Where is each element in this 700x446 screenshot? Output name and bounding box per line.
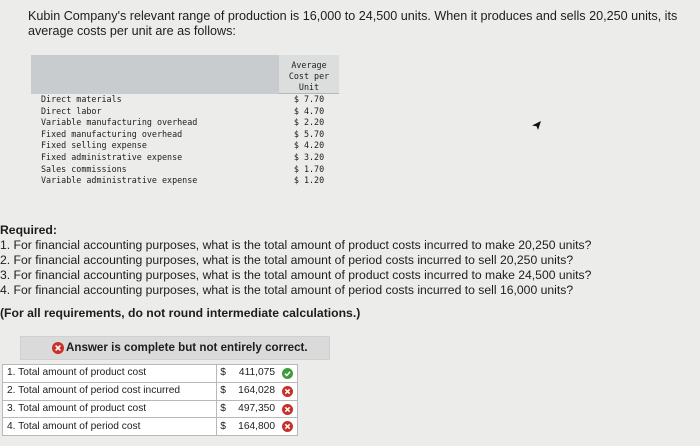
answer-status-banner bbox=[20, 336, 330, 360]
answer-amount-field[interactable] bbox=[234, 365, 297, 383]
cost-label: Fixed manufacturing overhead bbox=[41, 128, 183, 139]
currency-symbol: $ bbox=[217, 400, 234, 418]
cost-value: $ 1.20 bbox=[293, 175, 325, 186]
header-line-3: Unit bbox=[298, 82, 320, 92]
answer-amount: 164,028 bbox=[238, 385, 275, 397]
cost-row bbox=[31, 175, 339, 187]
cost-label: Variable administrative expense bbox=[41, 175, 198, 186]
cost-value: $ 4.70 bbox=[293, 105, 325, 116]
cost-value: $ 3.20 bbox=[293, 151, 325, 162]
answer-label: 4. Total amount of period cost bbox=[3, 418, 217, 436]
cost-row bbox=[31, 117, 339, 129]
cost-value: $ 5.70 bbox=[293, 128, 325, 139]
currency-symbol: $ bbox=[217, 382, 234, 400]
requirement-item: 3. For financial accounting purposes, what is the total amount of product costs incurred to make 24,500 units? bbox=[0, 268, 592, 282]
problem-intro: Kubin Company's relevant range of production is 16,000 to 24,500 units. When it produces and sells 20,250 units, its average costs per unit are as follows: bbox=[28, 9, 678, 38]
incorrect-x-icon bbox=[282, 421, 293, 432]
answer-row bbox=[3, 382, 298, 400]
cost-row bbox=[31, 106, 339, 118]
cost-label: Variable manufacturing overhead bbox=[41, 117, 198, 128]
cost-value: $ 7.70 bbox=[293, 94, 325, 104]
answer-table bbox=[2, 364, 298, 436]
cost-row bbox=[31, 140, 339, 152]
answer-status-text: Answer is complete but not entirely correct. bbox=[66, 341, 308, 354]
cost-table-label-header bbox=[31, 55, 279, 94]
cost-value: $ 2.20 bbox=[293, 117, 325, 128]
header-line-2: Cost per bbox=[288, 71, 330, 81]
incorrect-x-icon bbox=[282, 404, 293, 415]
incorrect-x-icon bbox=[52, 342, 64, 354]
cost-row bbox=[31, 164, 339, 176]
currency-symbol: $ bbox=[217, 365, 234, 383]
answer-amount-field[interactable] bbox=[234, 418, 297, 436]
answer-row bbox=[3, 400, 298, 418]
currency-symbol: $ bbox=[217, 418, 234, 436]
cost-label: Fixed selling expense bbox=[41, 140, 147, 151]
cost-row bbox=[31, 152, 339, 164]
answer-label: 2. Total amount of period cost incurred bbox=[3, 382, 217, 400]
mouse-pointer-icon bbox=[532, 121, 541, 130]
answer-amount: 164,800 bbox=[238, 420, 275, 432]
cost-label: Sales commissions bbox=[41, 163, 127, 174]
answer-amount: 411,075 bbox=[238, 367, 275, 379]
header-line-1: Average bbox=[291, 60, 327, 70]
requirements-title: Required: bbox=[0, 223, 57, 237]
cost-row bbox=[31, 94, 339, 106]
answer-row bbox=[3, 365, 298, 383]
requirement-item: 4. For financial accounting purposes, what is the total amount of period costs incurred to sell 16,000 units? bbox=[0, 283, 574, 297]
requirement-item: 1. For financial accounting purposes, what is the total amount of product costs incurred to make 20,250 units? bbox=[0, 238, 592, 252]
rounding-note: (For all requirements, do not round intermediate calculations.) bbox=[0, 306, 361, 320]
answer-amount: 497,350 bbox=[238, 402, 275, 414]
requirement-item: 2. For financial accounting purposes, what is the total amount of period costs incurred to sell 20,250 units? bbox=[0, 253, 574, 267]
answer-amount-field[interactable] bbox=[234, 382, 297, 400]
answer-amount-field[interactable] bbox=[234, 400, 297, 418]
cost-label: Fixed administrative expense bbox=[41, 151, 183, 162]
answer-label: 1. Total amount of product cost bbox=[3, 365, 217, 383]
answer-row bbox=[3, 418, 298, 436]
cost-value: $ 4.20 bbox=[293, 140, 325, 151]
answer-label: 3. Total amount of product cost bbox=[3, 400, 217, 418]
cost-label: Direct materials bbox=[41, 93, 122, 104]
incorrect-x-icon bbox=[282, 386, 293, 397]
cost-value: $ 1.70 bbox=[293, 163, 325, 174]
cost-table-value-header bbox=[279, 55, 339, 94]
requirements-section bbox=[0, 223, 680, 321]
cost-row bbox=[31, 129, 339, 141]
average-cost-table bbox=[31, 55, 339, 187]
cost-label: Direct labor bbox=[41, 105, 102, 116]
correct-check-icon bbox=[282, 368, 293, 379]
